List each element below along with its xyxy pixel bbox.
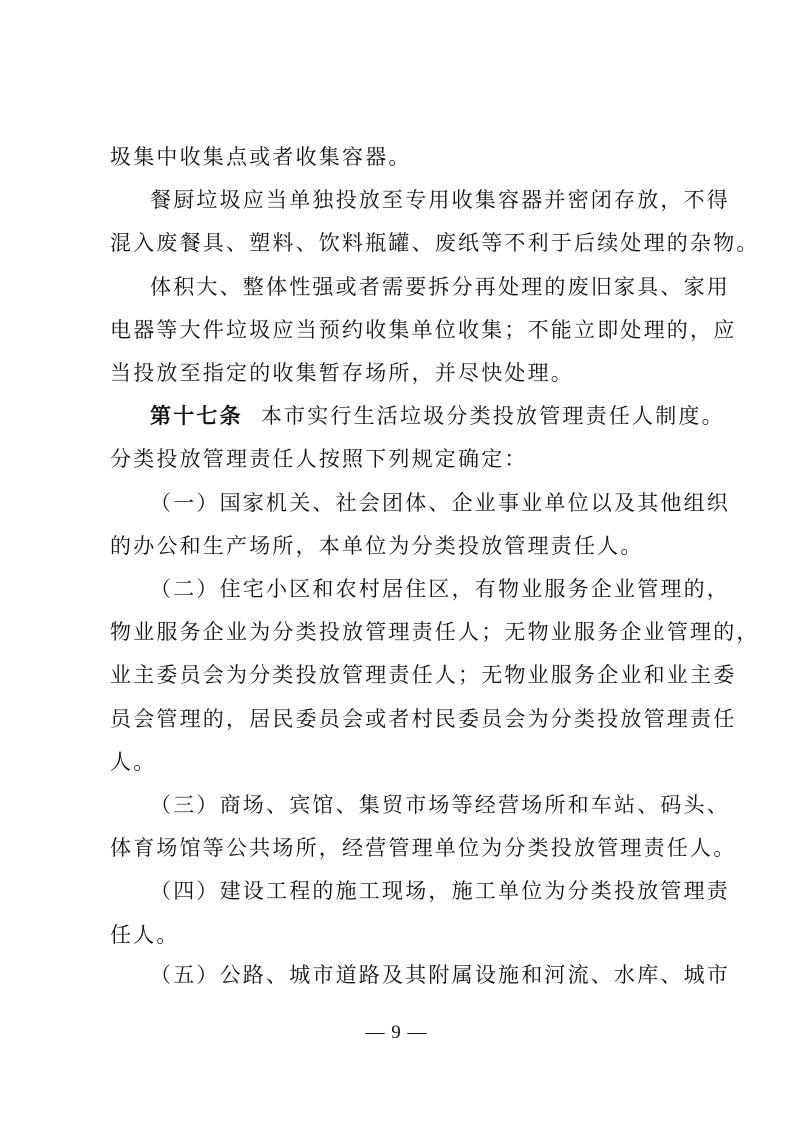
text-line: 任人。 [110,922,180,947]
text-line: 员会管理的，居民委员会或者村民委员会为分类投放管理责任 [110,706,737,731]
text-line: 分类投放管理责任人按照下列规定确定： [110,447,528,472]
text-line: （五）公路、城市道路及其附属设施和河流、水库、城市 [150,963,730,987]
text-line: 的办公和生产场所，本单位为分类投放管理责任人。 [110,533,644,558]
text-line: 混入废餐具、塑料、饮料瓶罐、废纸等不利于后续处理的杂物。 [110,231,760,256]
text-line: 体积大、整体性强或者需要拆分再处理的废旧家具、家用 [150,274,730,299]
text-line: 圾集中收集点或者收集容器。 [110,145,412,169]
text-line: （一）国家机关、社会团体、企业事业单位以及其他组织 [150,490,730,515]
text-line: 当投放至指定的收集暂存场所，并尽快处理。 [110,361,574,385]
text-line: （三）商场、宾馆、集贸市场等经营场所和车站、码头、 [150,793,730,817]
text-line: 物业服务企业为分类投放管理责任人；无物业服务企业管理的， [110,620,760,645]
text-line: （二）住宅小区和农村居住区，有物业服务企业管理的， [150,577,730,601]
text-line: 人。 [110,749,157,774]
text-line: 业主委员会为分类投放管理责任人；无物业服务企业和业主委 [110,663,737,688]
text-line: 电器等大件垃圾应当预约收集单位收集；不能立即处理的，应 [110,317,737,342]
article-heading-line [150,396,725,436]
article-number: 第十七条 [150,404,243,429]
text-line: 餐厨垃圾应当单独投放至专用收集容器并密闭存放，不得 [150,188,730,213]
text-line: 本市实行生活垃圾分类投放管理责任人制度。 [260,404,725,429]
text-line: （四）建设工程的施工现场，施工单位为分类投放管理责 [150,879,730,904]
text-line: 体育场馆等公共场所，经营管理单位为分类投放管理责任人。 [110,836,737,861]
page-number: — 9 — [365,1022,428,1043]
